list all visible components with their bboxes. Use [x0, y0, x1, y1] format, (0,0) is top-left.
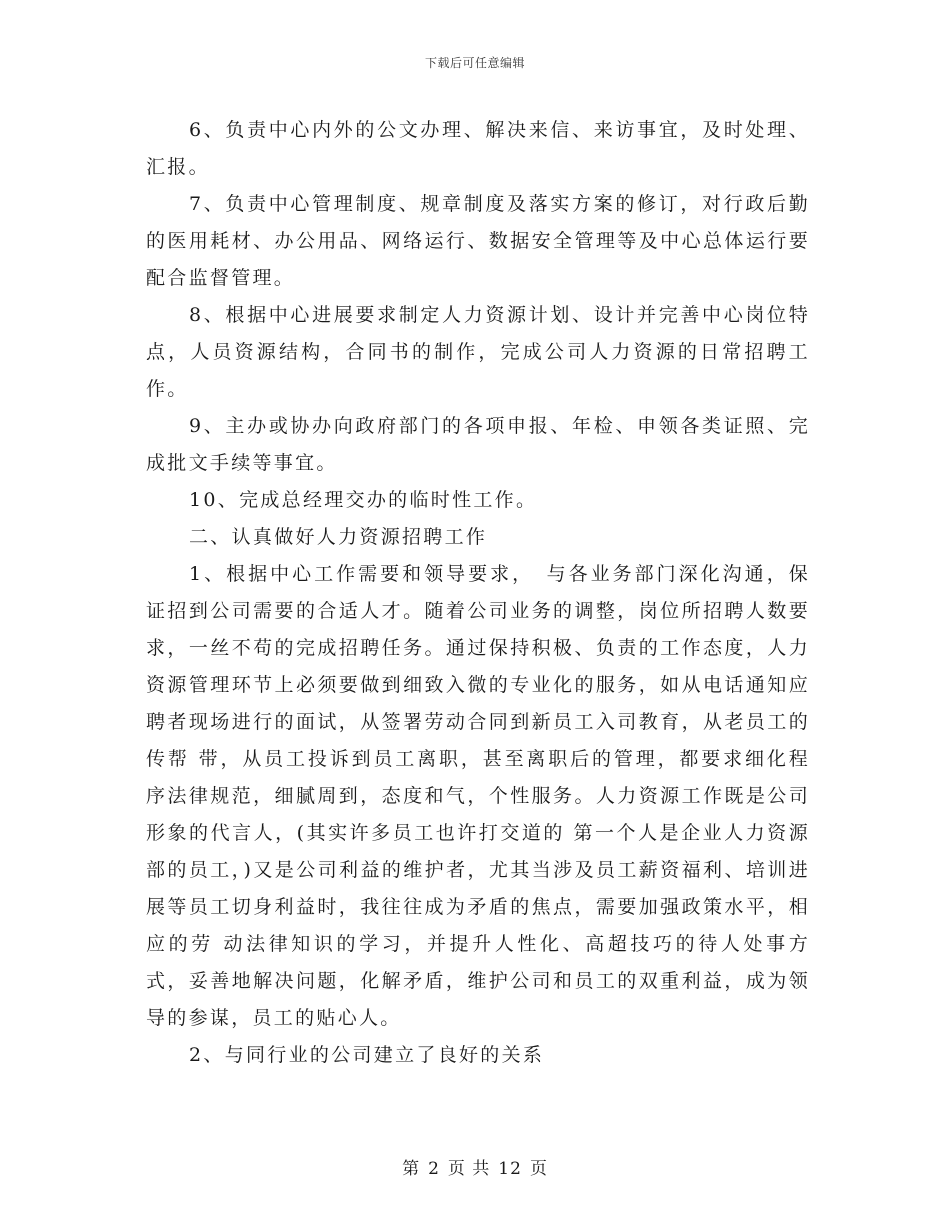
section-heading: 二、认真做好人力资源招聘工作 [189, 526, 488, 548]
paragraph-recruitment-1: 1、根据中心工作需要和领导要求， 与各业务部门深化沟通，保证招到公司需要的合适人才。随着公司业务的调整，岗位所招聘人数要求，一丝不苟的完成招聘任务。通过保持积极、负责的工作态度，人力资源管理环节上必须要做到细致入微的专业化的服务，如从电话通知应聘者现场进行的面试，从签署劳动合同到新员工入司教育，从老员工的传帮 带，从员工投诉到员工离职，甚至离职后的管理，都要求细化程序法律规范，细腻周到，态度和气，个性服务。人力资源工作既是公司形象的代言人，(其实许多员工也许打交道的 第一个人是企业人力资源部的员工，)又是公司利益的维护者，尤其当涉及员工薪资福利、培训进展等员工切身利益时，我往往成为矛盾的焦点，需要加强政策水平，相应的劳 动法律知识的学习，并提升人性化、高超技巧的待人处事方式，妥善地解决问题，化解矛盾，维护公司和员工的双重利益，成为领导的参谋，员工的贴心人。 [146, 563, 810, 1029]
current-page-number: 2 [428, 1159, 440, 1179]
paragraph-item-9: 9、主办或协办向政府部门的各项申报、年检、申领各类证照、完成批文手续等事宜。 [146, 415, 810, 474]
paragraph-item-7: 7、负责中心管理制度、规章制度及落实方案的修订，对行政后勤的医用耗材、办公用品、网络运行、数据安全管理等及中心总体运行要配合监督管理。 [146, 193, 810, 289]
page-footer [0, 1154, 950, 1179]
document-body [146, 112, 810, 1074]
footer-middle: 页 共 [447, 1159, 491, 1179]
header-note: 下载后可任意编辑 [424, 56, 525, 70]
paragraph-item-10: 10、完成总经理交办的临时性工作。 [189, 489, 538, 511]
footer-prefix: 第 [402, 1159, 421, 1179]
paragraph-item-6: 6、负责中心内外的公文办理、解决来信、来访事宜，及时处理、汇报。 [146, 119, 810, 178]
footer-suffix: 页 [529, 1159, 548, 1179]
total-pages-number: 12 [498, 1159, 522, 1179]
paragraph-item-8: 8、根据中心进展要求制定人力资源计划、设计并完善中心岗位特点，人员资源结构，合同书的制作，完成公司人力资源的日常招聘工作。 [146, 304, 810, 400]
paragraph-recruitment-2: 2、与同行业的公司建立了良好的关系 [189, 1044, 545, 1066]
